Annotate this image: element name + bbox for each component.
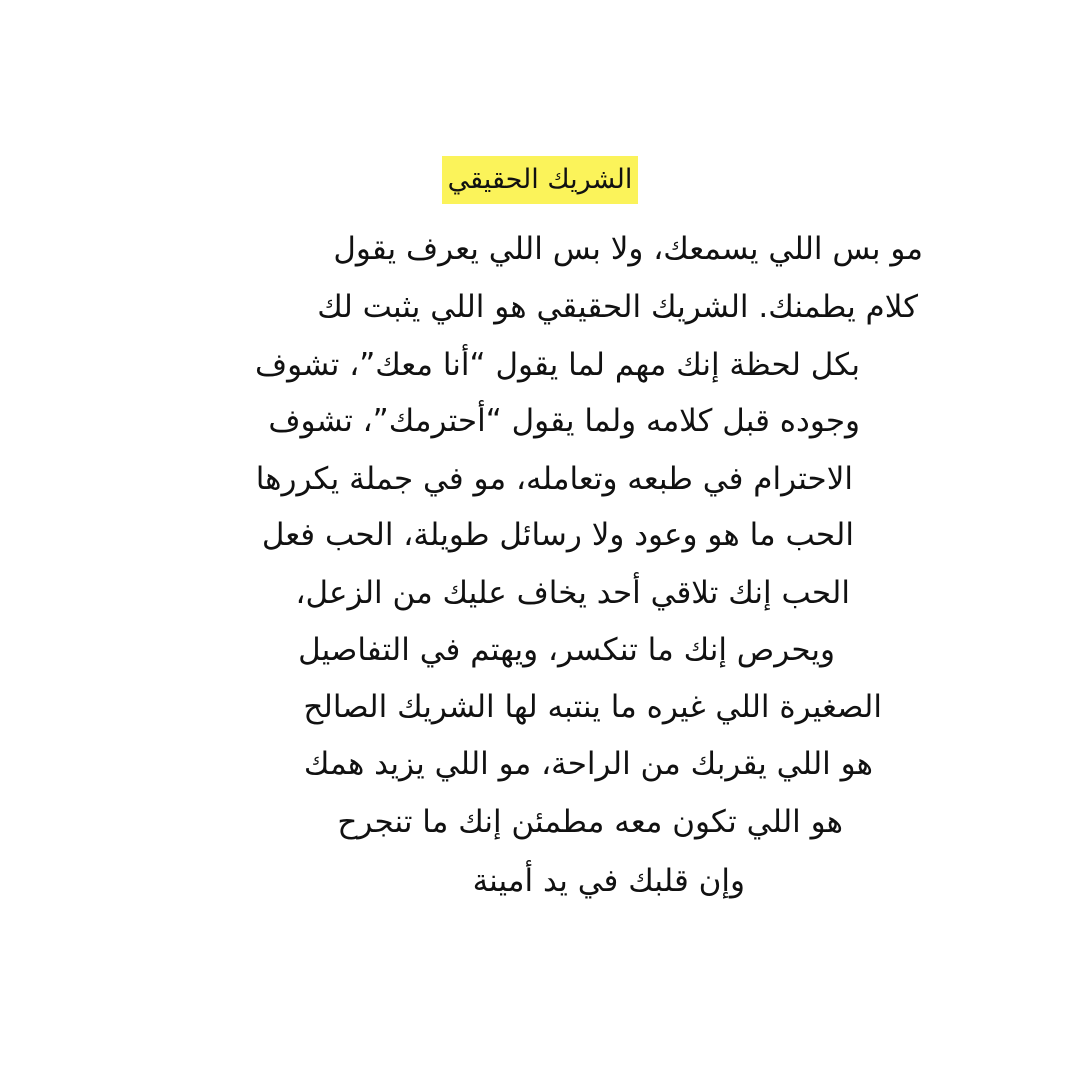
text-line: الحب ما هو وعود ولا رسائل طويلة، الحب فعل: [261, 517, 854, 553]
text-line: بكل لحظة إنك مهم لما يقول “أنا معك”، تشوف: [254, 347, 860, 383]
text-line: هو اللي يقربك من الراحة، مو اللي يزيد همك: [303, 746, 873, 782]
text-line: مو بس اللي يسمعك، ولا بس اللي يعرف يقول: [333, 231, 923, 267]
text-line: الصغيرة اللي غيره ما ينتبه لها الشريك الصالح: [303, 689, 882, 725]
page-title: الشريك الحقيقي: [442, 156, 639, 204]
text-line: الاحترام في طبعه وتعامله، مو في جملة يكررها: [255, 461, 853, 497]
text-line: وجوده قبل كلامه ولما يقول “أحترمك”، تشوف: [268, 403, 860, 439]
text-line: وإن قلبك في يد أمينة: [472, 863, 745, 899]
text-line: كلام يطمنك. الشريك الحقيقي هو اللي يثبت لك: [317, 289, 918, 325]
text-line: هو اللي تكون معه مطمئن إنك ما تنجرح: [337, 804, 843, 840]
text-line: ويحرص إنك ما تنكسر، ويهتم في التفاصيل: [298, 632, 835, 668]
title-container: [0, 156, 1080, 204]
text-line: الحب إنك تلاقي أحد يخاف عليك من الزعل،: [295, 575, 850, 611]
